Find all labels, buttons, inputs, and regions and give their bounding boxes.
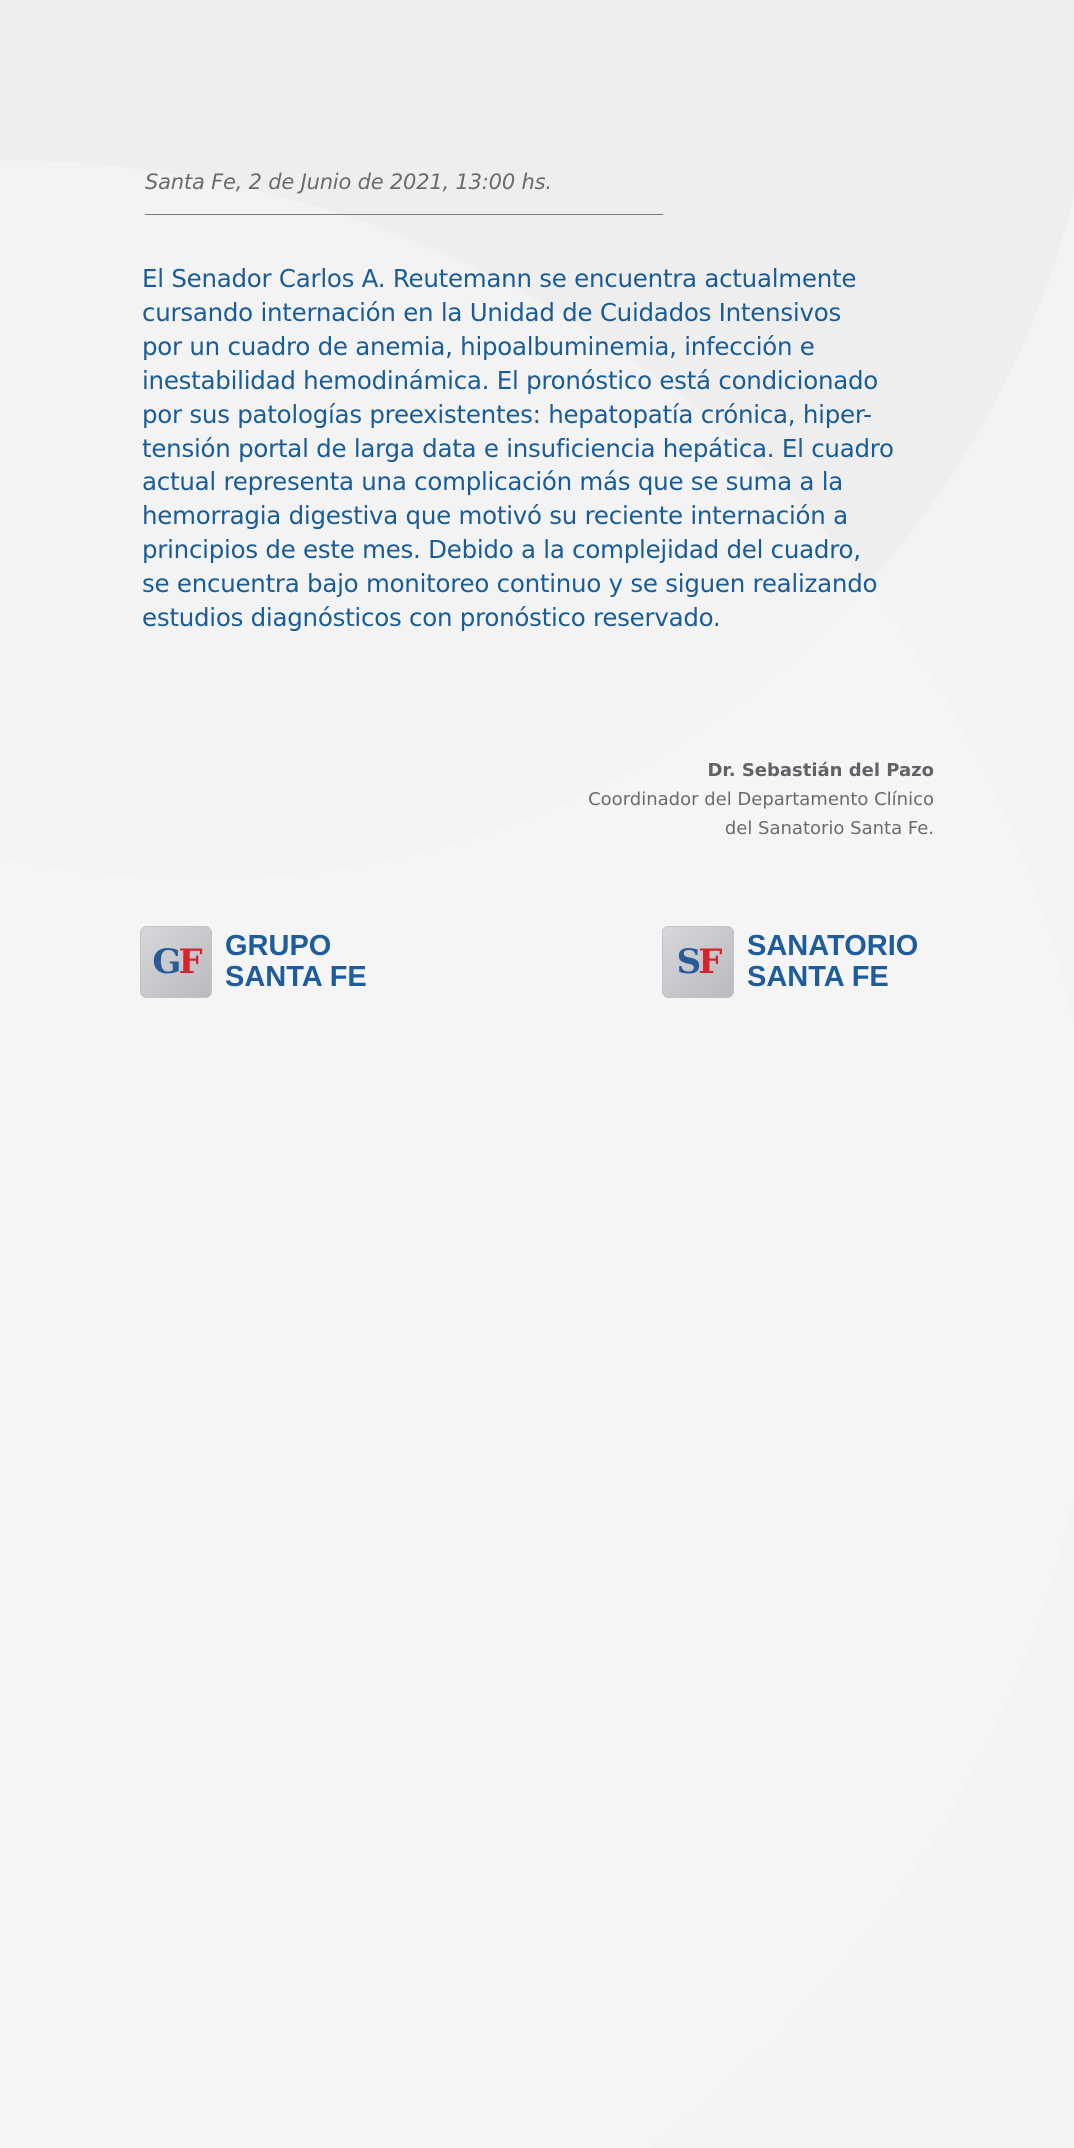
statement-body <box>142 262 962 635</box>
statement-line: cursando internación en la Unidad de Cuidados Intensivos <box>142 297 841 327</box>
sanatorio-logo-badge-icon: S F <box>662 926 734 998</box>
statement-line: El Senador Carlos A. Reutemann se encuentra actualmente <box>142 264 857 293</box>
grupo-logo-text: GRUPO SANTA FE <box>225 930 367 993</box>
statement-line: estudios diagnósticos con pronóstico reservado. <box>142 603 721 633</box>
sanatorio-santa-fe-logo <box>662 925 918 999</box>
dateline: Santa Fe, 2 de Junio de 2021, 13:00 hs. <box>145 170 552 194</box>
statement-line: se encuentra bajo monitoreo continuo y se siguen realizando <box>142 569 878 599</box>
signature-role-line1: Coordinador del Departamento Clínico <box>588 789 934 810</box>
statement-line: hemorragia digestiva que motivó su reciente internación a <box>142 501 848 531</box>
statement-line: por sus patologías preexistentes: hepatopatía crónica, hiper- <box>142 399 872 429</box>
sanatorio-logo-text: SANATORIO SANTA FE <box>747 930 919 993</box>
signature-role-line2: del Sanatorio Santa Fe. <box>724 818 934 839</box>
statement-line: por un cuadro de anemia, hipoalbuminemia, infección e <box>142 331 815 361</box>
statement-line: principios de este mes. Debido a la complejidad del cuadro, <box>142 535 861 565</box>
statement-line: actual representa una complicación más que se suma a la <box>142 467 844 497</box>
grupo-logo-badge-icon: G F <box>140 926 212 998</box>
divider-line <box>145 214 663 215</box>
statement-line: tensión portal de larga data e insuficiencia hepática. El cuadro <box>142 433 894 463</box>
statement-line: inestabilidad hemodinámica. El pronóstico está condicionado <box>142 365 879 395</box>
signature-name: Dr. Sebastián del Pazo <box>707 760 934 781</box>
signature-block <box>588 757 934 843</box>
grupo-santa-fe-logo <box>140 925 367 999</box>
